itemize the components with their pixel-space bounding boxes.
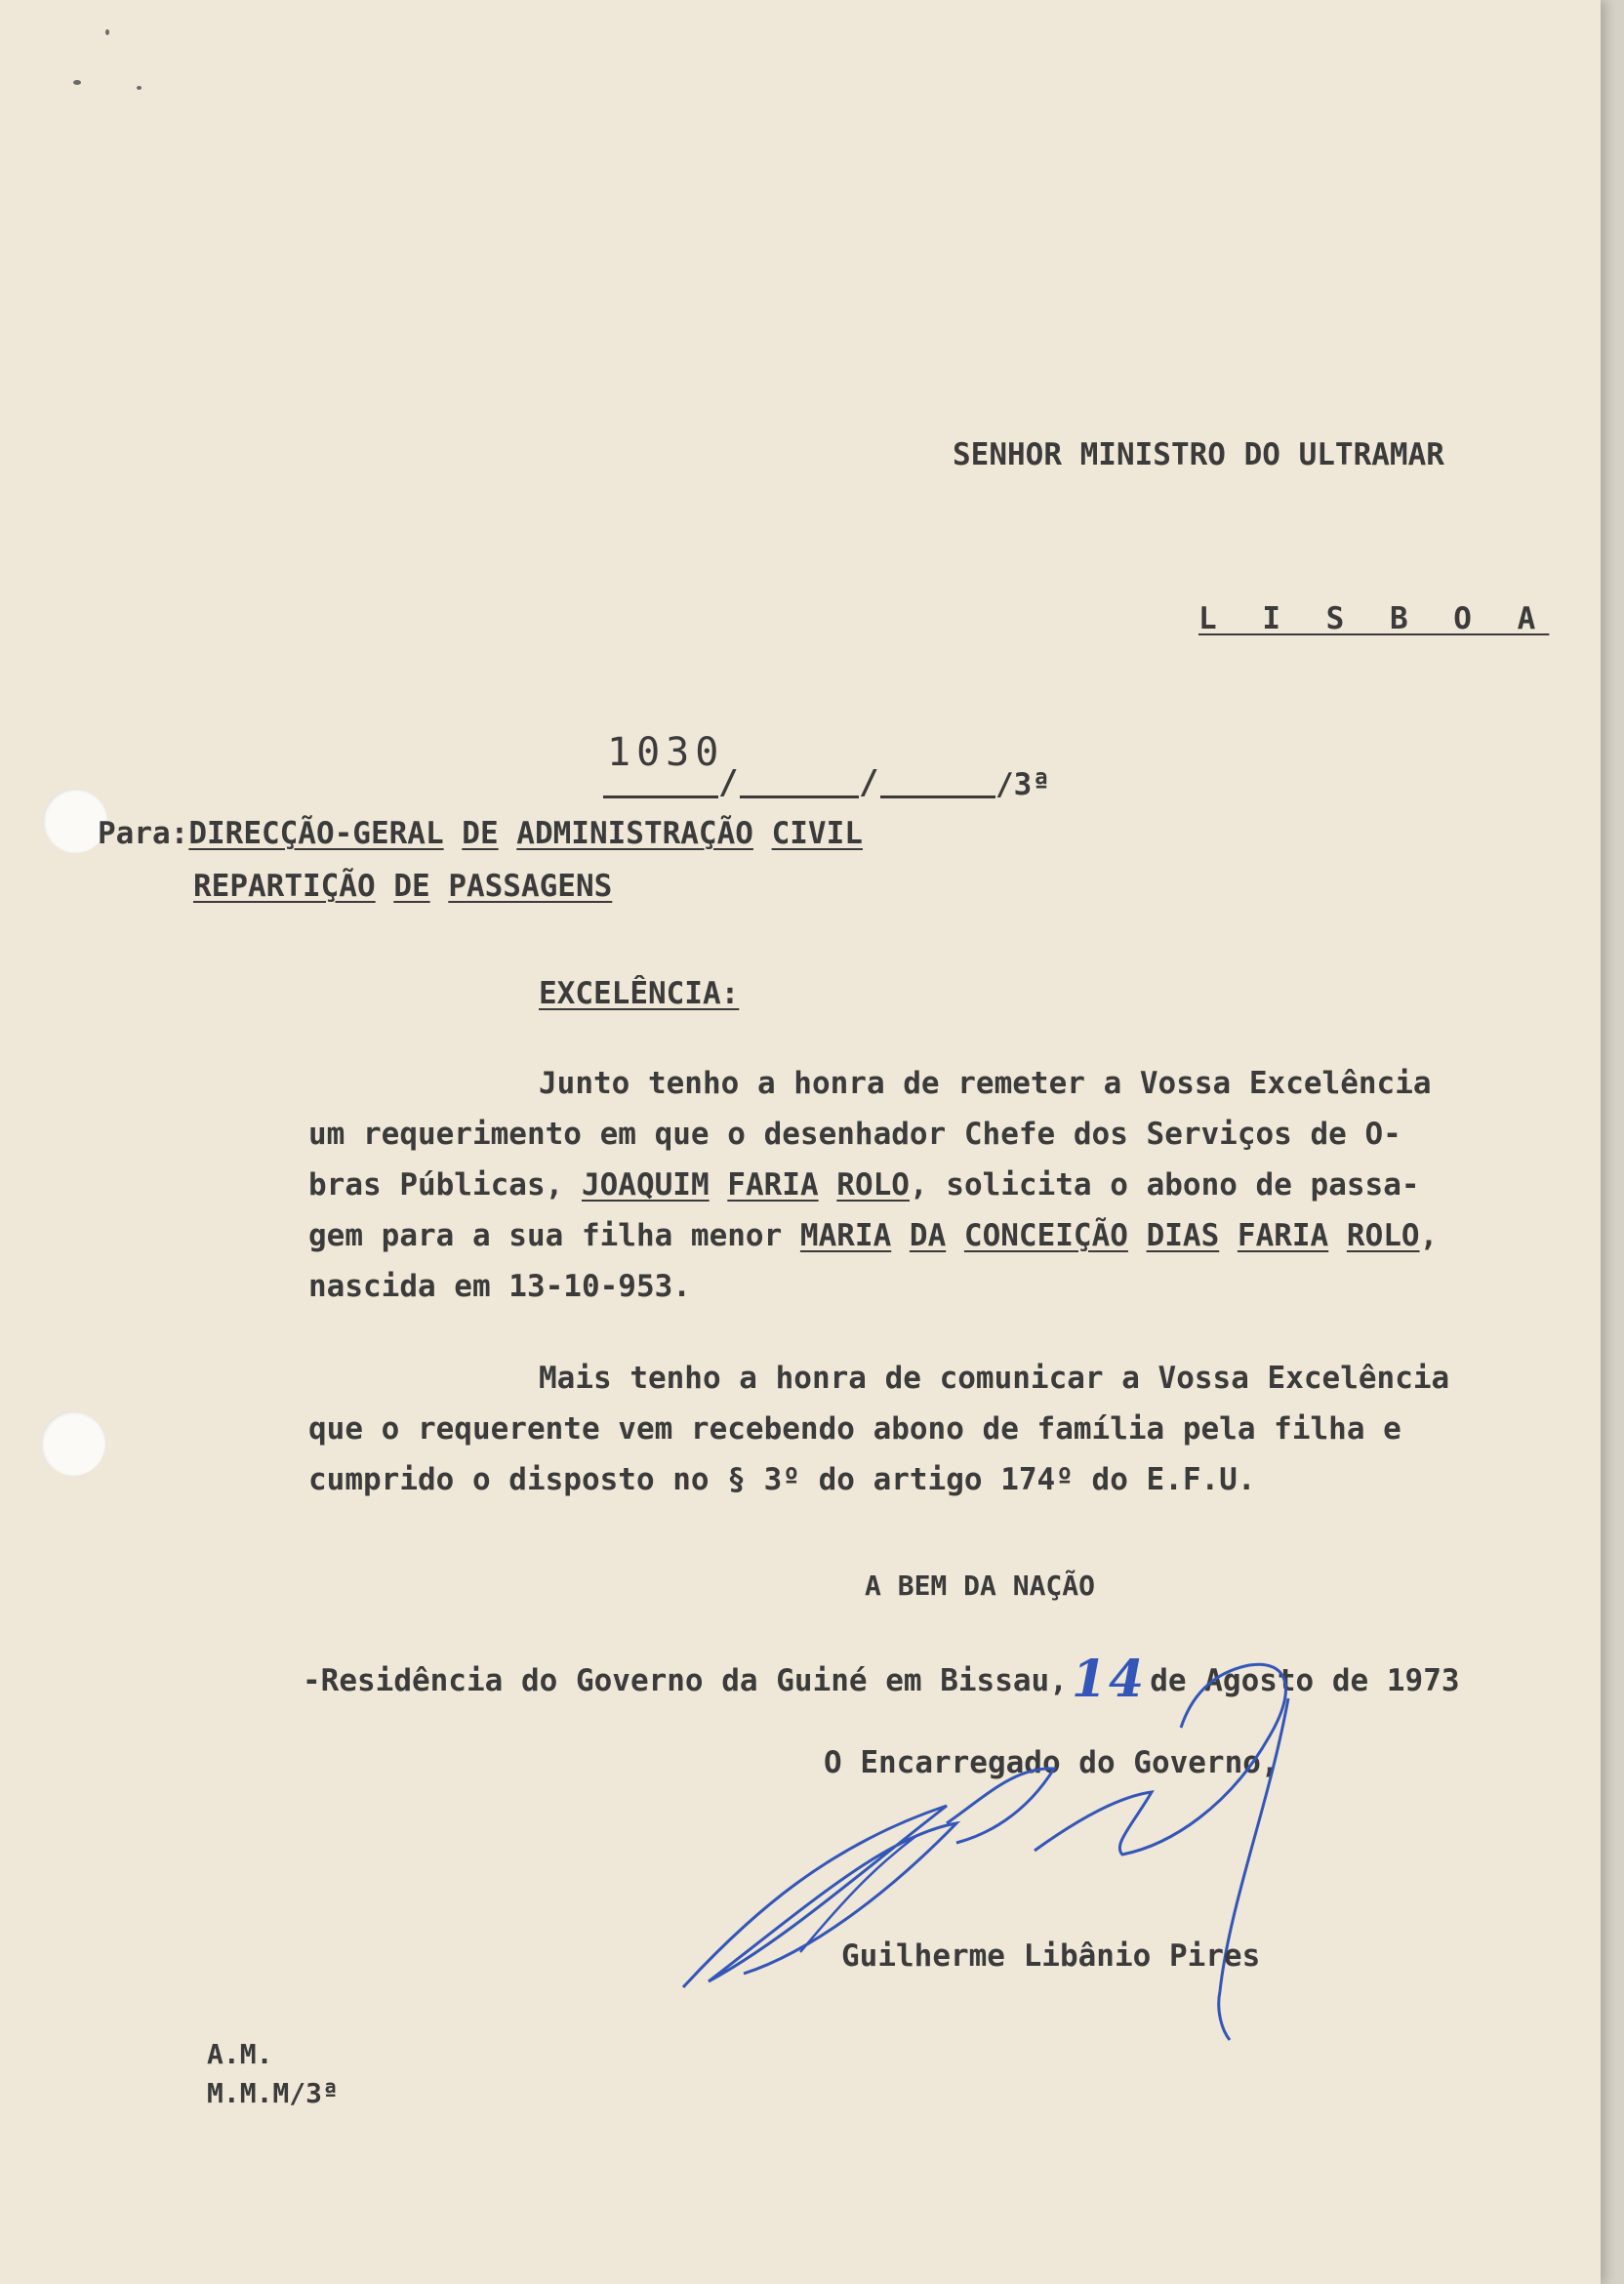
handwritten-signature bbox=[664, 1659, 1405, 2050]
daughter-name-word: FARIA bbox=[1237, 1218, 1329, 1253]
daughter-name-word: CONCEIÇÃO bbox=[963, 1218, 1128, 1253]
body-line: um requerimento em que o desenhador Chefe dos Serviços de O- bbox=[308, 1117, 1401, 1152]
body-line bbox=[308, 1218, 1438, 1253]
initials-line-1: A.M. bbox=[207, 2038, 273, 2070]
body-line: Mais tenho a honra de comunicar a Vossa Excelência bbox=[539, 1361, 1450, 1396]
body-text: gem para a sua filha menor bbox=[308, 1218, 800, 1253]
signatory-name: Guilherme Libânio Pires bbox=[841, 1938, 1261, 1974]
punch-hole-bottom bbox=[41, 1411, 105, 1476]
reference-slash: / bbox=[718, 763, 739, 802]
paper-speck bbox=[137, 86, 142, 90]
closing-motto: A BEM DA NAÇÃO bbox=[865, 1570, 1096, 1602]
recipient-city: L I S B O A bbox=[1198, 601, 1550, 636]
addressee-word: CIVIL bbox=[771, 816, 863, 851]
reference-slash: / bbox=[859, 763, 879, 802]
addressee-word: PASSAGENS bbox=[448, 869, 613, 904]
date-text: de Agosto de 1973 bbox=[1150, 1663, 1460, 1698]
daughter-name-word: ROLO bbox=[1346, 1218, 1420, 1253]
addressee-word: DE bbox=[393, 869, 430, 904]
addressee-label: Para: bbox=[98, 816, 189, 851]
addressee-word: ADMINISTRAÇÃO bbox=[516, 816, 753, 851]
body-line bbox=[308, 1167, 1420, 1203]
reference-blank-2 bbox=[740, 795, 859, 798]
daughter-name-word: DA bbox=[909, 1218, 947, 1253]
body-line: Junto tenho a honra de remeter a Vossa Excelência bbox=[539, 1066, 1432, 1101]
handwritten-day: 14 bbox=[1071, 1650, 1147, 1709]
addressee-line-1 bbox=[98, 816, 863, 851]
closing-role: O Encarregado do Governo, bbox=[824, 1745, 1279, 1780]
recipient-title: SENHOR MINISTRO DO ULTRAMAR bbox=[953, 437, 1444, 472]
paper-speck bbox=[105, 29, 109, 35]
body-text: , solicita o abono de passa- bbox=[909, 1167, 1420, 1203]
body-line: nascida em 13-10-953. bbox=[308, 1269, 691, 1304]
daughter-name-word: DIAS bbox=[1146, 1218, 1220, 1253]
salutation: EXCELÊNCIA: bbox=[539, 976, 740, 1011]
body-text: bras Públicas, bbox=[308, 1167, 582, 1203]
requester-name-word: JOAQUIM bbox=[581, 1167, 710, 1203]
reference-blank-1 bbox=[603, 795, 718, 798]
addressee-word: REPARTIÇÃO bbox=[193, 869, 376, 904]
daughter-name-word: MARIA bbox=[799, 1218, 892, 1253]
body-line: cumprido o disposto no § 3º do artigo 174º do E.F.U. bbox=[308, 1462, 1256, 1497]
reference-blank-3 bbox=[880, 795, 995, 798]
requester-name-word: FARIA bbox=[727, 1167, 819, 1203]
reference-number: 1030 bbox=[607, 730, 725, 775]
body-text: , bbox=[1419, 1218, 1439, 1253]
addressee-word: DE bbox=[462, 816, 499, 851]
addressee-line-2 bbox=[193, 869, 612, 904]
requester-name-word: ROLO bbox=[836, 1167, 910, 1203]
paper-speck bbox=[73, 80, 81, 85]
place-text: -Residência do Governo da Guiné em Bissau, bbox=[303, 1663, 1068, 1698]
initials-line-2: M.M.M/3ª bbox=[207, 2077, 339, 2109]
body-line: que o requerente vem recebendo abono de família pela filha e bbox=[308, 1411, 1401, 1447]
addressee-word: DIRECÇÃO-GERAL bbox=[188, 816, 444, 851]
reference-suffix: /3ª bbox=[995, 767, 1050, 802]
